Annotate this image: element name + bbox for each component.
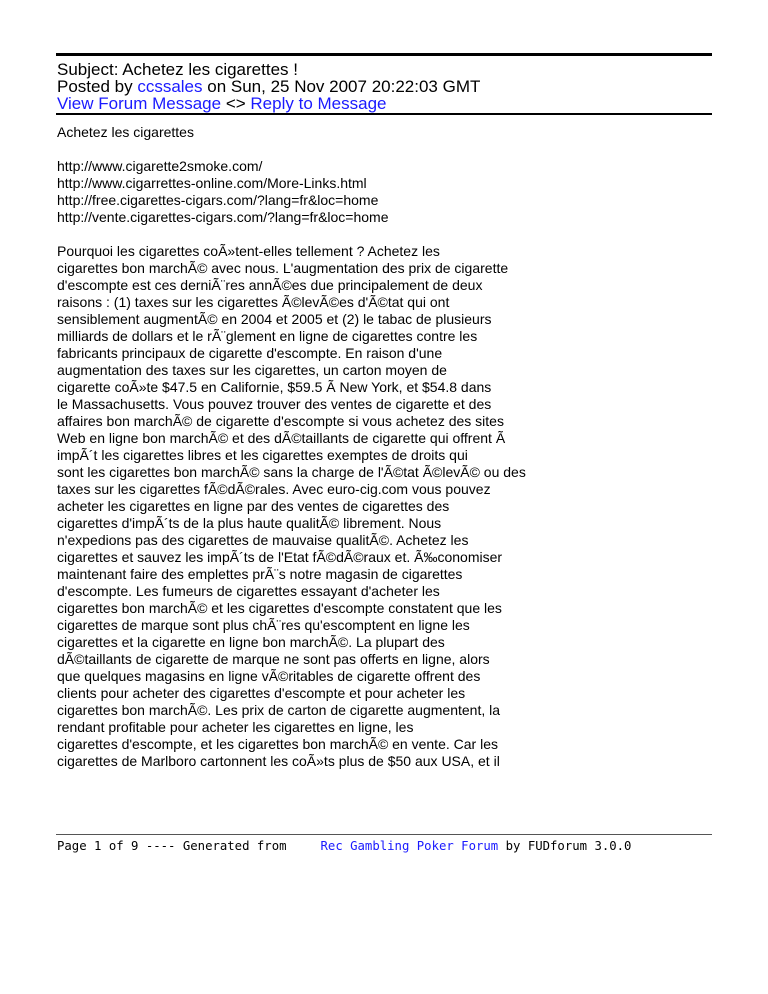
body-line: cigarettes d'impÃ´ts de la plus haute qualitÃ© librement. Nous [57, 515, 442, 531]
body-line: rendant profitable pour acheter les cigarettes en ligne, les [57, 719, 414, 735]
message-actions [57, 95, 712, 112]
body-line: maintenant faire des emplettes prÃ¨s notre magasin de cigarettes [57, 566, 463, 582]
body-line: d'escompte. Les fumeurs de cigarettes essayant d'acheter les [57, 583, 440, 599]
body-line: que quelques magasins en ligne vÃ©ritables de cigarette offrent des [57, 668, 481, 684]
body-line: cigarettes et la cigarette en ligne bon marchÃ©. La plupart des [57, 634, 445, 650]
subject-line: Subject: Achetez les cigarettes ! [57, 60, 298, 79]
footer-generator: by FUDforum 3.0.0 [498, 839, 632, 853]
body-line: cigarettes bon marchÃ© et les cigarettes d'escompte constatent que les [57, 600, 502, 616]
body-line: n'expedions pas des cigarettes de mauvaise qualitÃ©. Achetez les [57, 532, 469, 548]
header-divider [56, 113, 712, 115]
posted-date: on Sun, 25 Nov 2007 20:22:03 GMT [202, 77, 481, 96]
posted-prefix: Posted by [57, 77, 138, 96]
body-line: clients pour acheter des cigarettes d'escompte et pour acheter les [57, 685, 466, 701]
body-line: milliards de dollars et le rÃ¨glement en ligne de cigarettes contre les [57, 328, 478, 344]
body-line: cigarettes bon marchÃ©. Les prix de carton de cigarette augmentent, la [57, 702, 501, 718]
body-line: le Massachusetts. Vous pouvez trouver des ventes de cigarette et des [57, 396, 492, 412]
body-line: impÃ´t les cigarettes libres et les cigarettes exemptes de droits qui [57, 447, 468, 463]
body-line: augmentation des taxes sur les cigarettes, un carton moyen de [57, 362, 447, 378]
body-line: sont les cigarettes bon marchÃ© sans la charge de l'Ã©tat Ã©levÃ© ou des [57, 464, 526, 480]
body-line: dÃ©taillants de cigarette de marque ne sont pas offerts en ligne, alors [57, 651, 490, 667]
body-line: acheter les cigarettes en ligne par des ventes de cigarettes des [57, 498, 450, 514]
forum-link[interactable]: Rec Gambling Poker Forum [320, 839, 499, 853]
body-line: cigarettes de Marlboro cartonnent les coÃ»ts plus de $50 aux USA, et il [57, 753, 500, 769]
body-line: cigarettes de marque sont plus chÃ¨res qu'escomptent en ligne les [57, 617, 470, 633]
body-line: cigarettes bon marchÃ© avec nous. L'augmentation des prix de cigarette [57, 260, 509, 276]
intro-line: Achetez les cigarettes [57, 124, 194, 140]
message-header [57, 61, 712, 112]
body-line: Pourquoi les cigarettes coÃ»tent-elles tellement ? Achetez les [57, 243, 440, 259]
body-line: affaires bon marchÃ© de cigarette d'escompte si vous achetez des sites [57, 413, 504, 429]
body-line: cigarettes et sauvez les impÃ´ts de l'Etat fÃ©dÃ©raux et. Ã‰conomiser [57, 549, 503, 565]
body-line: sensiblement augmentÃ© en 2004 et 2005 et (2) le tabac de plusieurs [57, 311, 492, 327]
author-link[interactable]: ccssales [137, 77, 203, 96]
message-body [57, 124, 712, 770]
url-line: http://free.cigarettes-cigars.com/?lang=fr&loc=home [57, 192, 379, 208]
footer-divider [56, 834, 712, 835]
body-line: fabricants principaux de cigarette d'escompte. En raison d'une [57, 345, 443, 361]
body-line: raisons : (1) taxes sur les cigarettes Ã©levÃ©es d'Ã©tat qui ont [57, 294, 450, 310]
body-line: cigarettes d'escompte, et les cigarettes bon marchÃ© en vente. Car les [57, 736, 498, 752]
top-divider [56, 53, 712, 56]
posted-by-line [57, 78, 712, 95]
link-separator: <> [221, 94, 251, 113]
footer-page-info: Page 1 of 9 ---- Generated from [57, 839, 287, 853]
url-line: http://vente.cigarettes-cigars.com/?lang=fr&loc=home [57, 209, 389, 225]
view-forum-message-link[interactable]: View Forum Message [57, 94, 222, 113]
body-line: taxes sur les cigarettes fÃ©dÃ©rales. Avec euro-cig.com vous pouvez [57, 481, 491, 497]
body-line: cigarette coÃ»te $47.5 en Californie, $59.5 Ã New York, et $54.8 dans [57, 379, 492, 395]
reply-to-message-link[interactable]: Reply to Message [250, 94, 387, 113]
url-line: http://www.cigarette2smoke.com/ [57, 158, 263, 174]
body-line: d'escompte est ces derniÃ¨res annÃ©es due principalement de deux [57, 277, 483, 293]
page-footer [57, 839, 712, 853]
body-line: Web en ligne bon marchÃ© et des dÃ©taillants de cigarette qui offrent Ã [57, 430, 506, 446]
url-line: http://www.cigarrettes-online.com/More-Links.html [57, 175, 367, 191]
